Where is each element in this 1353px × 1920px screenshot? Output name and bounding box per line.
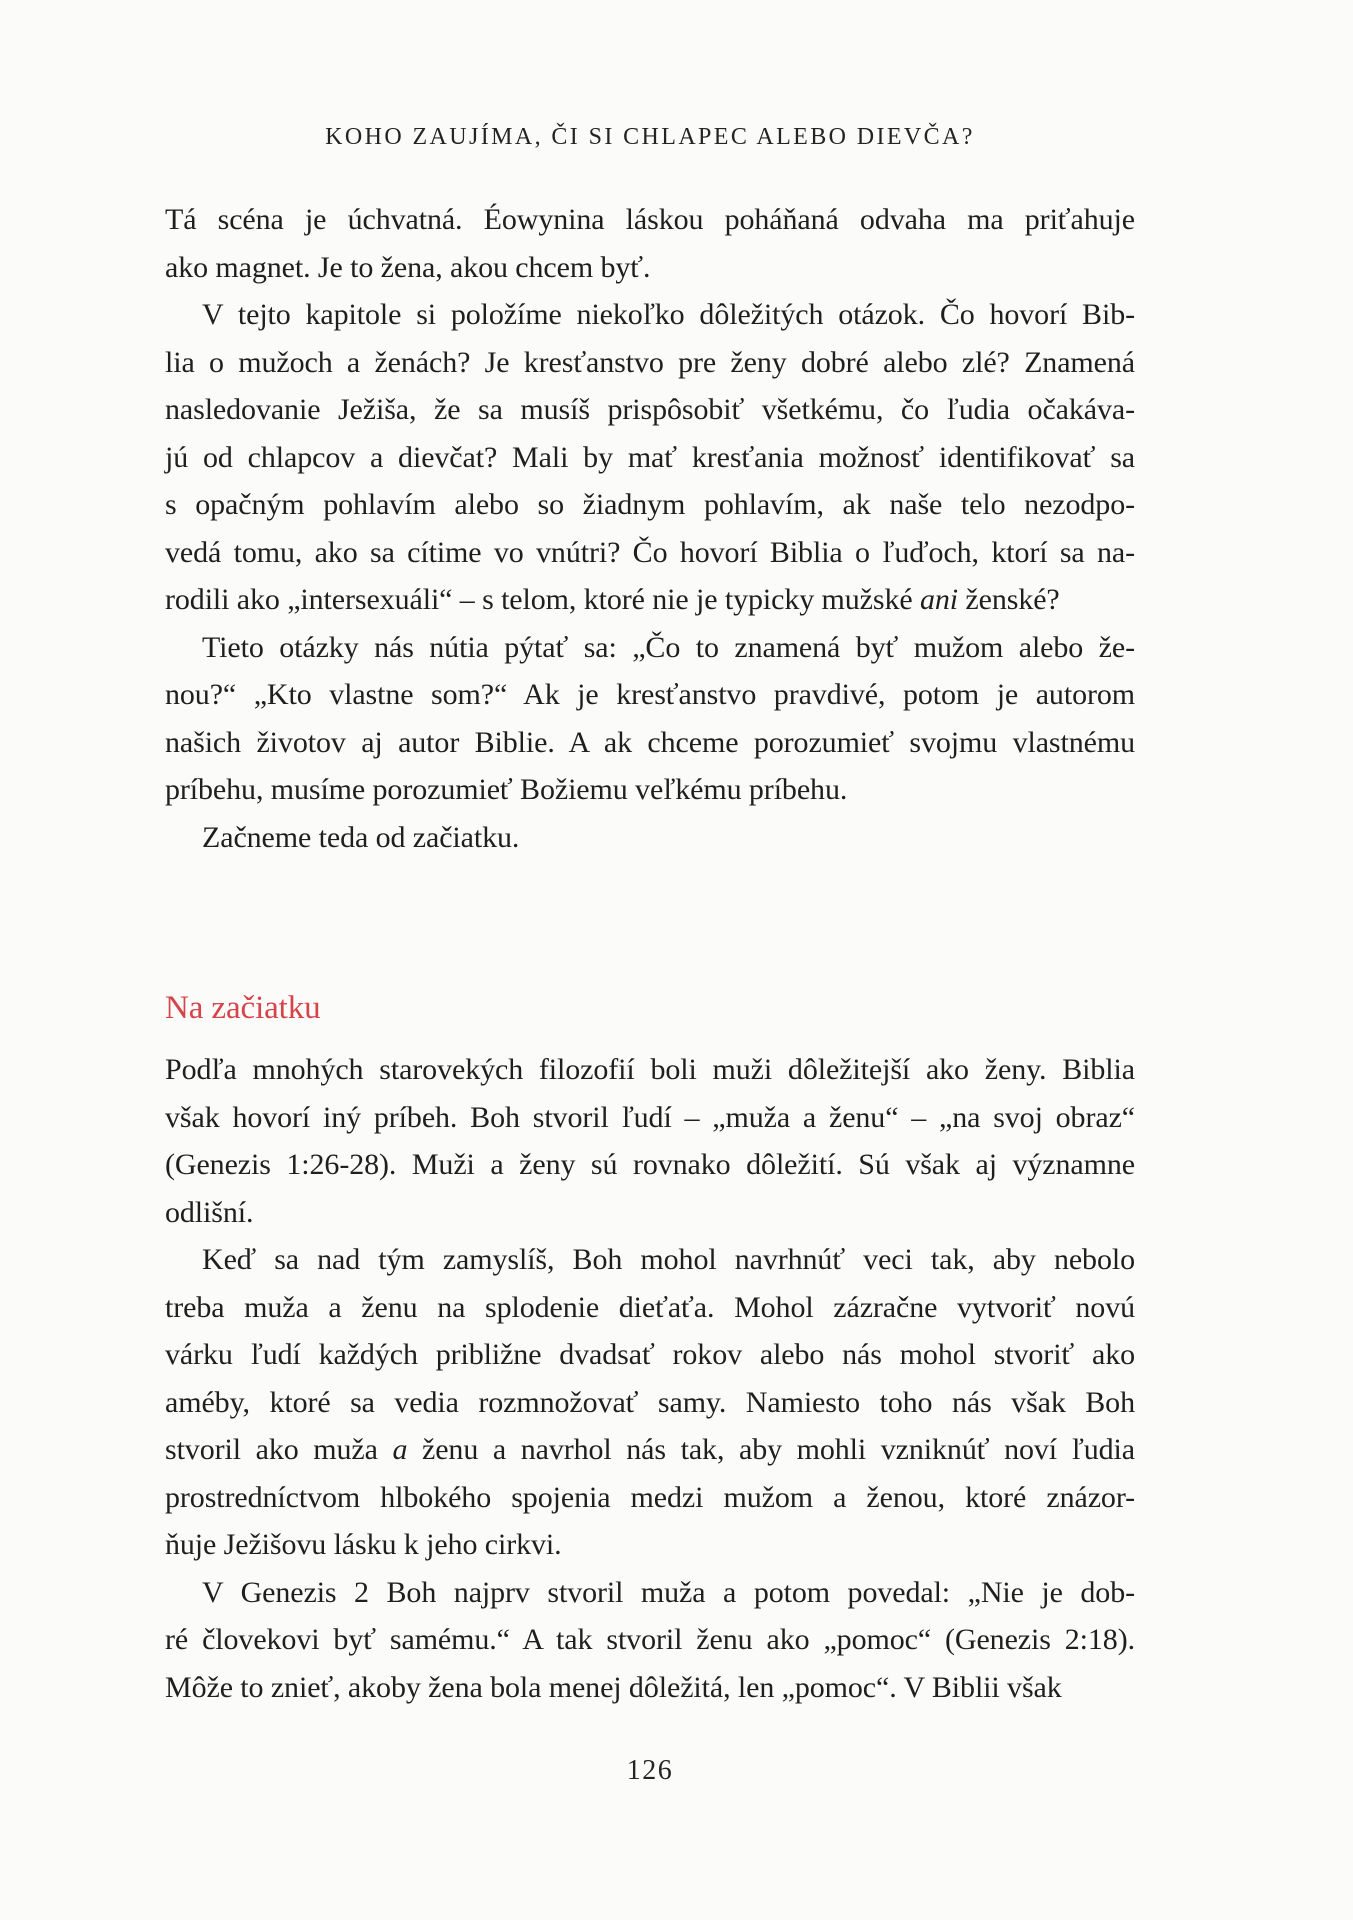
- text-line: odlišní.: [165, 1195, 254, 1229]
- text-line: treba muža a ženu na splodenie dieťaťa. Mohol zázračne vytvoriť novú: [165, 1290, 1135, 1324]
- paragraph: [165, 196, 1135, 291]
- text-line: Tá scéna je úchvatná. Éowynina láskou poháňaná odvaha ma priťahuje: [165, 203, 1135, 236]
- body-text: [165, 196, 1135, 1711]
- text-line: prostredníctvom hlbokého spojenia medzi mužom a ženou, ktoré znázor-: [165, 1480, 1135, 1514]
- page-number: 126: [626, 1755, 674, 1786]
- text-line: V tejto kapitole si položíme niekoľko dôležitých otázok. Čo hovorí Bib-: [202, 298, 1135, 331]
- text-line: Začneme teda od začiatku.: [202, 820, 520, 854]
- text-line: améby, ktoré sa vedia rozmnožovať samy. Namiesto toho nás však Boh: [165, 1385, 1135, 1419]
- text-line: však hovorí iný príbeh. Boh stvoril ľudí – „muža a ženu“ – „na svoj obraz“: [165, 1100, 1135, 1134]
- paragraph: [165, 814, 1135, 862]
- text-line: várku ľudí každých približne dvadsať rokov alebo nás mohol stvoriť ako: [165, 1338, 1135, 1371]
- text-line: nou?“ „Kto vlastne som?“ Ak je kresťanstvo pravdivé, potom je autorom: [165, 678, 1135, 711]
- text-line: Tieto otázky nás nútia pýtať sa: „Čo to znamená byť mužom alebo že-: [202, 630, 1135, 664]
- paragraph: [165, 1236, 1135, 1569]
- text-line: ako magnet. Je to žena, akou chcem byť.: [165, 250, 651, 284]
- paragraph: [165, 1569, 1135, 1712]
- paragraph: [165, 1046, 1135, 1236]
- text-line: s opačným pohlavím alebo so žiadnym pohlavím, ak naše telo nezodpo-: [165, 488, 1135, 521]
- text-line: ňuje Ježišovu lásku k jeho cirkvi.: [165, 1528, 562, 1561]
- text-line: Môže to znieť, akoby žena bola menej dôležitá, len „pomoc“. V Biblii však: [165, 1670, 1062, 1704]
- paragraph: [165, 291, 1135, 624]
- text-line: lia o mužoch a ženách? Je kresťanstvo pre ženy dobré alebo zlé? Znamená: [165, 345, 1135, 379]
- text-line: ré človekovi byť samému.“ A tak stvoril ženu ako „pomoc“ (Genezis 2:18).: [165, 1623, 1135, 1656]
- section-heading: Na začiatku: [165, 990, 321, 1026]
- text-line: (Genezis 1:26-28). Muži a ženy sú rovnako dôležití. Sú však aj významne: [165, 1148, 1135, 1181]
- running-head: KOHO ZAUJÍMA, ČI SI CHLAPEC ALEBO DIEVČA?: [325, 124, 975, 150]
- text-line: V Genezis 2 Boh najprv stvoril muža a potom povedal: „Nie je dob-: [202, 1575, 1135, 1609]
- text-line: nasledovanie Ježiša, že sa musíš prispôsobiť všetkému, čo ľudia očakáva-: [165, 393, 1135, 426]
- text-line: Keď sa nad tým zamyslíš, Boh mohol navrhnúť veci tak, aby nebolo: [202, 1243, 1135, 1276]
- text-line: príbehu, musíme porozumieť Božiemu veľkému príbehu.: [165, 773, 848, 806]
- text-line: vedá tomu, ako sa cítime vo vnútri? Čo hovorí Biblia o ľuďoch, ktorí sa na-: [165, 535, 1135, 569]
- text-line: našich životov aj autor Biblie. A ak chceme porozumieť svojmu vlastnému: [165, 725, 1135, 759]
- text-line: jú od chlapcov a dievčat? Mali by mať kresťania možnosť identifikovať sa: [165, 440, 1135, 474]
- text-line: rodili ako „intersexuáli“ – s telom, ktoré nie je typicky mužské ani ženské?: [165, 583, 1060, 616]
- text-line: Podľa mnohých starovekých filozofií boli muži dôležitejší ako ženy. Biblia: [165, 1053, 1135, 1086]
- text-line: stvoril ako muža a ženu a navrhol nás tak, aby mohli vzniknúť noví ľudia: [165, 1433, 1135, 1466]
- paragraph: [165, 624, 1135, 814]
